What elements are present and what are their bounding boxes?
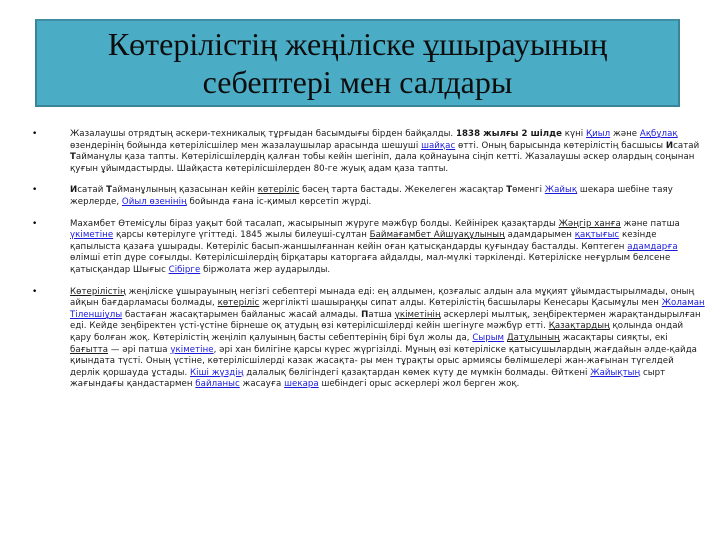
text-segment: өлімші етіп дүре соғылды. Көтерілісшілердің бірқатары каторгаға айдалды, мал-мүлкі тәркіленді. Көтеріліске неғұрлым белсене қатысқандар Шығыс [70,253,671,275]
bullet-item-4 [30,287,705,391]
hyperlink[interactable]: көтеріліс [257,185,300,196]
bullet-dot-icon: • [32,286,38,297]
text-segment: әскерлері мылтық, зеңбіректермен жарақтандырылған еді. Кейде зеңбіректен үсті-үстіне бірнеше оқ атудың өзі көтерілісшілерді кейін шегінуге мәжбүр етті. [70,309,701,332]
text-segment: және [610,129,640,139]
bullet-dot-icon: • [32,185,38,196]
text-segment: атша [368,309,395,320]
bullet-item-1 [30,129,705,175]
text-segment: біржолата жер аударылды. [200,264,331,275]
text-segment: айманұлының қазасынан кейін [112,185,258,196]
bold-text: Т [70,152,76,163]
bullet-text [70,219,705,277]
text-segment: және патша [620,218,680,229]
hyperlink[interactable]: Көтерілістің [70,286,126,297]
hyperlink[interactable]: үкіметіне [170,344,214,355]
bullet-list [30,129,705,401]
text-segment: қолында ондай қару болған жоқ. Көтерілістің жеңіліп қалуының басты себептерінің бірі бұл жолы да, [70,321,684,343]
hyperlink[interactable]: үкіметінің [394,309,441,320]
text-segment: далалық бөлігіндегі қазақтардан көмек күту де мүмкін болмады. Өйткені [243,367,591,378]
text-segment: бойында ғана іс-қимыл көрсетіп жүрді. [186,196,372,207]
hyperlink[interactable]: Қазақтардың [548,321,610,332]
text-segment: өзендерінің бойында көтерілісшілер мен жазалаушылар арасында шешуші [70,140,422,151]
hyperlink[interactable]: бағытта [70,344,109,355]
bold-text: 1838 жылғы 2 шілде [456,129,562,139]
hyperlink[interactable]: Ойыл өзенінің [121,196,187,207]
bullet-dot-icon: • [32,218,38,229]
hyperlink[interactable]: Сібірге [168,264,201,275]
bullet-item-2 [30,185,705,208]
hyperlink[interactable]: Баймағамбет Айшуақұлының [369,230,505,241]
text-segment: шебіндегі орыс әскерлері жол берген жоқ. [318,379,520,390]
bold-text: И [665,140,674,151]
hyperlink[interactable]: Жайық [544,185,578,196]
bullet-dot-icon: • [32,129,38,139]
hyperlink[interactable]: үкіметіне [70,230,114,241]
text-segment: күні [561,129,587,139]
slide-title-line-1: Көтерілістің жеңіліске ұшырауының [107,26,608,62]
text-segment: Жазалаушы отрядтың әскери-техникалық тұрғыдан басымдығы бірден байқалды. [70,129,456,139]
hyperlink[interactable]: Қиыл [586,129,611,139]
text-segment: кезінде қапылыста қазаға ұшырады. Көтеріліс басып-жаншылғаннан кейін оған қатысқандарды қуғындау басталды. Көптеген [70,230,657,252]
text-segment: жеңіліске ұшырауының негізгі себептері мынада еді: ең алдымен, қозғалыс алдын ала мұқият ұйымдастырылмады, оның айқын бағдарламасы болмады, [70,286,695,309]
bullet-text [70,185,705,208]
text-segment: шекара шебіне таяу жерлерде, [70,185,673,207]
bullet-text [70,129,705,175]
text-segment: сатай [673,140,700,151]
hyperlink[interactable]: Ақбұлақ [639,129,678,139]
slide-title-box [35,19,680,107]
text-segment: өтті. Оның барысында көтерілістің басшысы [455,140,666,151]
hyperlink[interactable]: көтеріліс [217,298,260,309]
text-segment: бәсең тарта бастады. Жекелеген жасақтар [299,185,507,196]
bullet-text [70,287,705,391]
text-segment: өменгі [512,185,545,196]
text-segment: сырт жағындағы қандастармен [70,367,666,390]
hyperlink[interactable]: шекара [284,379,319,390]
text-segment: бастаған жасақтарымен байланыс жасай алмады. [122,309,362,320]
hyperlink[interactable]: Жоламан Тіленшіұлы [70,298,705,320]
text-segment: , әрі хан билігіне қарсы күрес жүргізілді. Мұның өзі көтеріліске қатысушылардың жағдайын әлде-қайда қиындата түсті. Оның үстіне, көтерілісшілерді казак жасақта- ры мен тұрақты орыс армиясы бөлімшелері жан-жағынан түгелдей дерлік қоршауда ұстады. [70,344,698,378]
slide-title-line-2: себептері мен салдары [202,64,513,100]
text-segment: адамдарымен [504,230,575,241]
bold-text: П [361,309,369,320]
hyperlink[interactable]: Жәңгір ханға [558,218,621,229]
text-segment: жасақтары сияқты, екі [559,332,668,343]
bold-text: Т [106,185,113,196]
bullet-item-3 [30,219,705,277]
hyperlink[interactable]: қақтығыс [574,230,620,241]
bold-text: И [70,185,78,196]
hyperlink[interactable]: шайқас [421,140,456,151]
text-segment: жасауға [239,379,285,390]
hyperlink[interactable]: байланыс [195,379,240,390]
hyperlink[interactable]: Сырым [472,332,505,343]
bold-text: Т [506,185,513,196]
text-segment: — әрі патша [108,344,171,355]
hyperlink[interactable]: Кіші жүздің [190,367,244,378]
text-segment: қарсы көтерілуге үгіттеді. 1845 жылы билеуші-сұлтан [113,230,370,241]
text-segment: айманұлы қаза тапты. Көтерілісшілердің қалған тобы кейін шегініп, дала қойнауына сіңіп кетті. Жазалаушы әскер олардың соңынан қуғын ұйымдастырды. Шайқаста көтерілісшілерден 80-ге жуық адам қаза тапты. [70,152,695,174]
text-segment: жергілікті шашыраңқы сипат алды. Көтерілістің басшылары Кенесары Қасымұлы мен [259,298,662,309]
text-segment: сатай [77,185,107,196]
hyperlink[interactable]: адамдарға [627,241,678,252]
hyperlink[interactable]: Датұлының [506,332,560,343]
hyperlink[interactable]: Жайықтың [590,367,641,378]
text-segment: Махамбет Өтемісұлы біраз уақыт бой тасалап, жасырынып жүруге мәжбүр болды. Кейінірек қазақтарды [70,218,559,229]
